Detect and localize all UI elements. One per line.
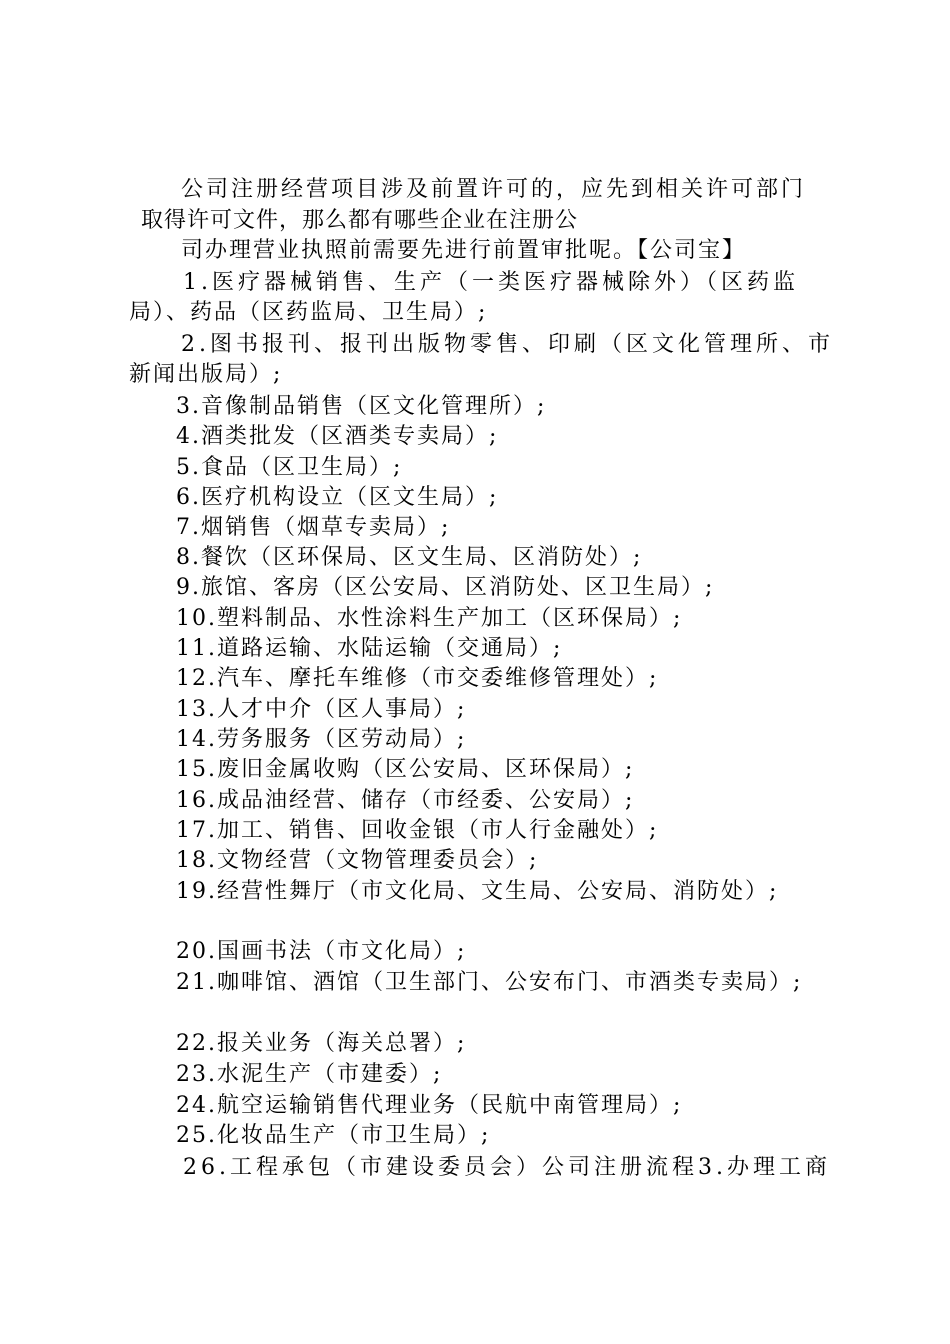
intro-line-2: 取得许可文件，那么都有哪些企业在注册公: [141, 208, 579, 233]
list-item-14: 14.劳务服务（区劳动局）;: [176, 727, 467, 752]
list-item-22: 22.报关业务（海关总署）;: [176, 1031, 467, 1056]
list-item-9: 9.旅馆、客房（区公安局、区消防处、区卫生局）;: [176, 575, 715, 600]
list-item-1-line-2: 局）、药品（区药监局、卫生局）;: [129, 300, 488, 325]
list-item-21: 21.咖啡馆、酒馆（卫生部门、公安布门、市酒类专卖局）;: [176, 970, 803, 995]
list-item-6: 6.医疗机构设立（区文生局）;: [176, 485, 499, 510]
list-item-26: 26.工程承包（市建设委员会）公司注册流程3.办理工商: [183, 1155, 831, 1180]
list-item-1-line-1: 1.医疗器械销售、生产（一类医疗器械除外）（区药监: [183, 270, 799, 295]
list-item-13: 13.人才中介（区人事局）;: [176, 697, 467, 722]
list-item-12: 12.汽车、摩托车维修（市交委维修管理处）;: [176, 666, 659, 691]
list-item-18: 18.文物经营（文物管理委员会）;: [176, 848, 539, 873]
list-item-10: 10.塑料制品、水性涂料生产加工（区环保局）;: [176, 606, 683, 631]
list-item-7: 7.烟销售（烟草专卖局）;: [176, 515, 451, 540]
list-item-16: 16.成品油经营、储存（市经委、公安局）;: [176, 788, 635, 813]
list-item-3: 3.音像制品销售（区文化管理所）;: [176, 394, 547, 419]
list-item-25: 25.化妆品生产（市卫生局）;: [176, 1123, 491, 1148]
list-item-23: 23.水泥生产（市建委）;: [176, 1062, 443, 1087]
list-item-2-line-2: 新闻出版局）;: [129, 362, 283, 387]
intro-line-1: 公司注册经营项目涉及前置许可的，应先到相关许可部门: [181, 177, 807, 202]
list-item-4: 4.酒类批发（区酒类专卖局）;: [176, 424, 499, 449]
list-item-20: 20.国画书法（市文化局）;: [176, 939, 467, 964]
list-item-8: 8.餐饮（区环保局、区文生局、区消防处）;: [176, 545, 643, 570]
list-item-17: 17.加工、销售、回收金银（市人行金融处）;: [176, 818, 659, 843]
list-item-24: 24.航空运输销售代理业务（民航中南管理局）;: [176, 1093, 683, 1118]
intro-line-3: 司办理营业执照前需要先进行前置审批呢。【公司宝】: [181, 238, 747, 263]
list-item-19: 19.经营性舞厅（市文化局、文生局、公安局、消防处）;: [176, 879, 779, 904]
list-item-5: 5.食品（区卫生局）;: [176, 455, 403, 480]
list-item-11: 11.道路运输、水陆运输（交通局）;: [176, 636, 563, 661]
list-item-15: 15.废旧金属收购（区公安局、区环保局）;: [176, 757, 635, 782]
list-item-2-line-1: 2.图书报刊、报刊出版物零售、印刷（区文化管理所、市: [181, 332, 834, 357]
